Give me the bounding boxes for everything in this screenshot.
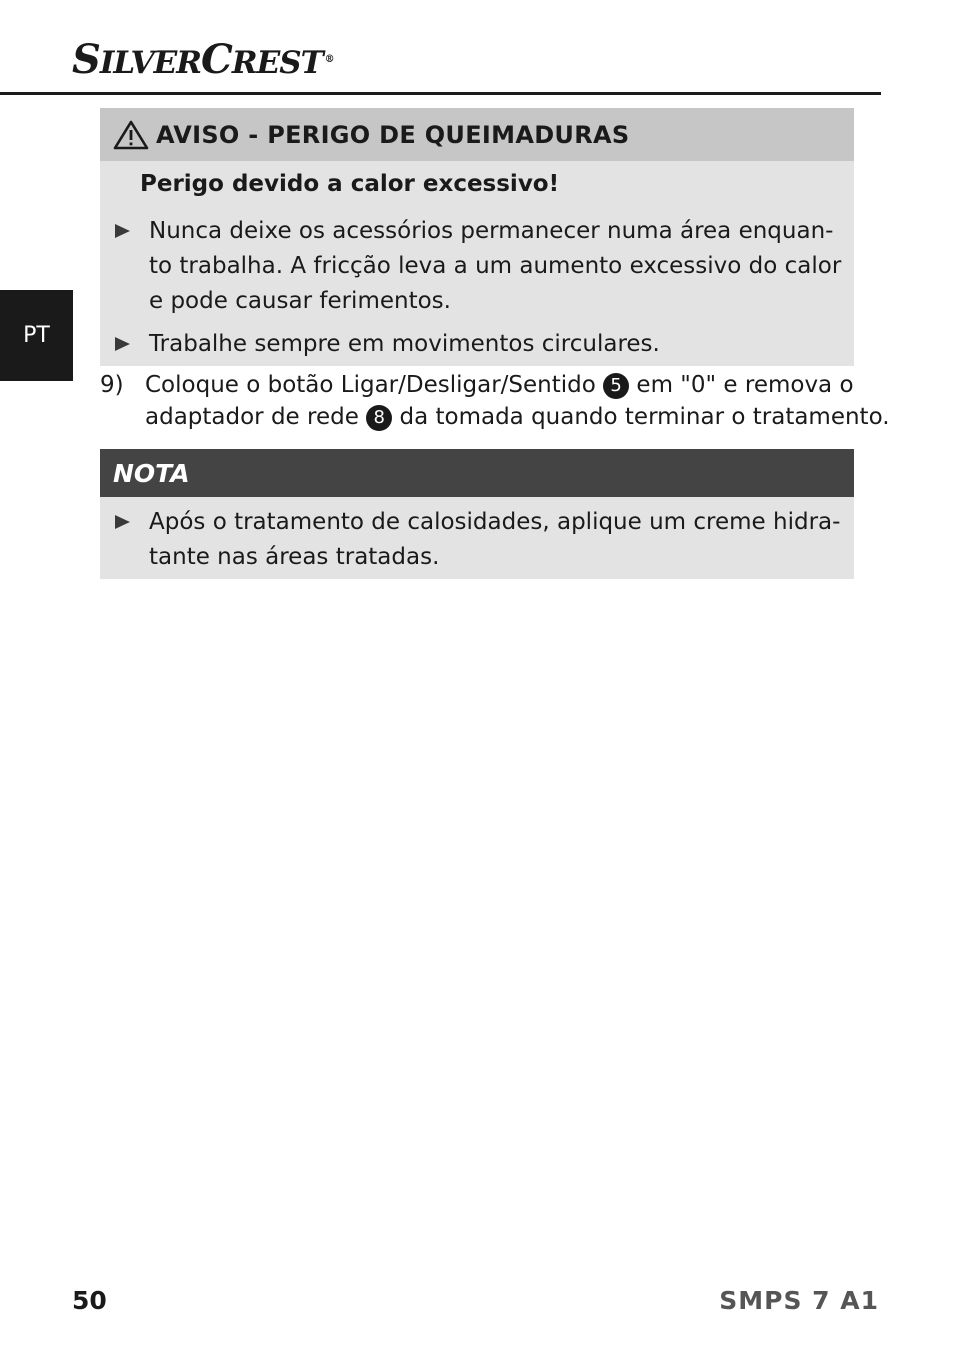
warning-box <box>100 108 854 366</box>
note-bullet-line: tante nas áreas tratadas. <box>149 544 440 570</box>
warning-header <box>100 108 854 161</box>
warning-bullet-line: Trabalhe sempre em movimentos circulares. <box>149 331 660 357</box>
warning-bullet-line: e pode causar ferimentos. <box>149 288 451 314</box>
warning-bullet-line: Nunca deixe os acessórios permanecer numa área enquan- <box>149 218 834 244</box>
page-number: 50 <box>72 1286 107 1315</box>
part-reference-badge: 5 <box>603 373 629 399</box>
bullet-arrow-icon <box>115 224 130 238</box>
warning-triangle-icon <box>113 120 149 150</box>
bullet-arrow-icon <box>115 515 130 529</box>
model-name: SMPS 7 A1 <box>719 1286 879 1315</box>
note-title: NOTA <box>113 458 190 488</box>
step-text-line: adaptador de rede 8 da tomada quando terminar o tratamento. <box>145 404 890 430</box>
brand-logo: SILVERCREST ® <box>72 36 334 83</box>
note-box <box>100 449 854 579</box>
bullet-arrow-icon <box>115 337 130 351</box>
language-tab <box>0 290 73 381</box>
language-tab-label: PT <box>23 323 50 348</box>
step-text-line: Coloque o botão Ligar/Desligar/Sentido 5 em "0" e remova o <box>145 372 854 398</box>
warning-subtitle: Perigo devido a calor excessivo! <box>140 171 560 197</box>
note-header <box>100 449 854 497</box>
warning-title: AVISO - PERIGO DE QUEIMADURAS <box>156 120 630 149</box>
step-number: 9) <box>100 372 124 398</box>
header-divider <box>0 92 881 95</box>
part-reference-badge: 8 <box>366 405 392 431</box>
warning-bullet-line: to trabalha. A fricção leva a um aumento excessivo do calor <box>149 253 842 279</box>
note-bullet-line: Após o tratamento de calosidades, aplique um creme hidra- <box>149 509 841 535</box>
